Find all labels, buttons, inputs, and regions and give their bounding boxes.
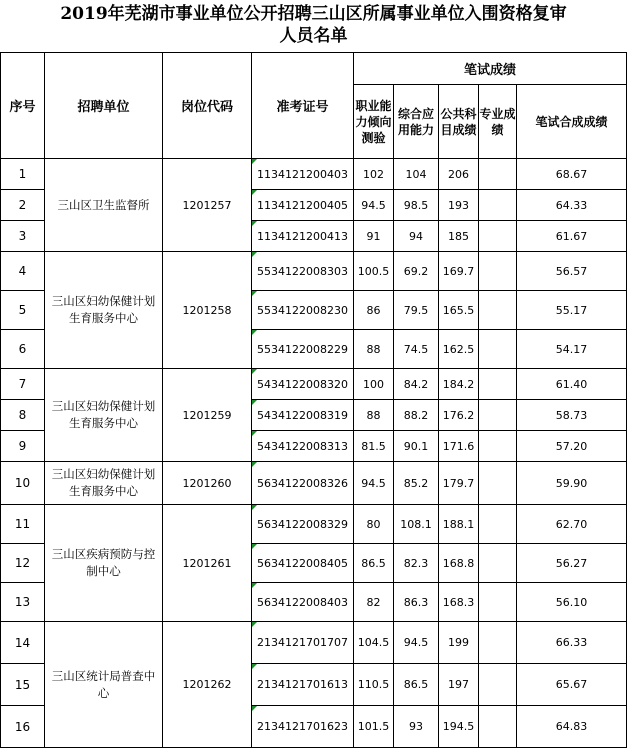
seq-cell: 12 [1,544,45,583]
exam-no-cell: 5634122008326 [252,462,354,505]
unit-cell: 三山区疾病预防与控制中心 [45,505,163,622]
unit-cell: 三山区卫生监督所 [45,159,163,252]
public-cell: 184.2 [439,369,479,400]
header-professional: 专业成绩 [479,85,517,159]
comprehensive-cell: 86.5 [394,664,439,706]
table-row [1,252,627,291]
aptitude-cell: 110.5 [354,664,394,706]
exam-no-cell: 1134121200403 [252,159,354,190]
unit-cell: 三山区妇幼保健计划生育服务中心 [45,369,163,462]
header-exam-no: 准考证号 [252,53,354,159]
seq-cell: 2 [1,190,45,221]
seq-cell: 16 [1,706,45,748]
professional-cell [479,544,517,583]
seq-cell: 11 [1,505,45,544]
seq-cell: 7 [1,369,45,400]
header-position-code: 岗位代码 [163,53,252,159]
position-code-cell: 1201261 [163,505,252,622]
professional-cell [479,706,517,748]
seq-cell: 5 [1,291,45,330]
professional-cell [479,664,517,706]
professional-cell [479,221,517,252]
comprehensive-cell: 84.2 [394,369,439,400]
public-cell: 193 [439,190,479,221]
total-cell: 62.70 [517,505,627,544]
results-table [0,52,627,748]
exam-no-cell: 5534122008303 [252,252,354,291]
exam-no-cell: 1134121200413 [252,221,354,252]
exam-no-cell: 5534122008229 [252,330,354,369]
table-row [1,462,627,505]
public-cell: 176.2 [439,400,479,431]
total-cell: 65.67 [517,664,627,706]
comprehensive-cell: 74.5 [394,330,439,369]
total-cell: 59.90 [517,462,627,505]
exam-no-cell: 2134121701623 [252,706,354,748]
comprehensive-cell: 104 [394,159,439,190]
unit-cell: 三山区妇幼保健计划生育服务中心 [45,462,163,505]
professional-cell [479,190,517,221]
table-row [1,159,627,190]
aptitude-cell: 94.5 [354,462,394,505]
position-code-cell: 1201262 [163,622,252,748]
comprehensive-cell: 79.5 [394,291,439,330]
exam-no-cell: 5434122008319 [252,400,354,431]
public-cell: 206 [439,159,479,190]
exam-no-cell: 5634122008403 [252,583,354,622]
table-row [1,622,627,664]
public-cell: 165.5 [439,291,479,330]
aptitude-cell: 81.5 [354,431,394,462]
comprehensive-cell: 98.5 [394,190,439,221]
professional-cell [479,431,517,462]
exam-no-cell: 5634122008405 [252,544,354,583]
exam-no-cell: 5434122008313 [252,431,354,462]
table-row [1,369,627,400]
total-cell: 64.33 [517,190,627,221]
header-public: 公共科目成绩 [439,85,479,159]
public-cell: 197 [439,664,479,706]
professional-cell [479,291,517,330]
public-cell: 179.7 [439,462,479,505]
unit-cell: 三山区妇幼保健计划生育服务中心 [45,252,163,369]
aptitude-cell: 82 [354,583,394,622]
seq-cell: 6 [1,330,45,369]
table-row [1,505,627,544]
seq-cell: 15 [1,664,45,706]
total-cell: 61.67 [517,221,627,252]
seq-cell: 3 [1,221,45,252]
public-cell: 162.5 [439,330,479,369]
seq-cell: 14 [1,622,45,664]
professional-cell [479,583,517,622]
comprehensive-cell: 88.2 [394,400,439,431]
title-line-2: 人员名单 [279,26,348,46]
comprehensive-cell: 90.1 [394,431,439,462]
total-cell: 56.10 [517,583,627,622]
header-unit: 招聘单位 [45,53,163,159]
aptitude-cell: 102 [354,159,394,190]
page-title [0,0,627,52]
seq-cell: 4 [1,252,45,291]
header-written: 笔试成绩 [354,53,627,85]
total-cell: 54.17 [517,330,627,369]
professional-cell [479,400,517,431]
unit-cell: 三山区统计局普查中心 [45,622,163,748]
table-body [1,159,627,748]
exam-no-cell: 5434122008320 [252,369,354,400]
seq-cell: 1 [1,159,45,190]
public-cell: 188.1 [439,505,479,544]
public-cell: 194.5 [439,706,479,748]
total-cell: 64.83 [517,706,627,748]
seq-cell: 10 [1,462,45,505]
exam-no-cell: 2134121701613 [252,664,354,706]
seq-cell: 8 [1,400,45,431]
aptitude-cell: 104.5 [354,622,394,664]
exam-no-cell: 5534122008230 [252,291,354,330]
comprehensive-cell: 94 [394,221,439,252]
aptitude-cell: 88 [354,330,394,369]
total-cell: 58.73 [517,400,627,431]
aptitude-cell: 86.5 [354,544,394,583]
public-cell: 171.6 [439,431,479,462]
position-code-cell: 1201257 [163,159,252,252]
total-cell: 56.27 [517,544,627,583]
header-aptitude: 职业能力倾向测验 [354,85,394,159]
professional-cell [479,252,517,291]
aptitude-cell: 94.5 [354,190,394,221]
header-seq: 序号 [1,53,45,159]
header-total: 笔试合成成绩 [517,85,627,159]
exam-no-cell: 2134121701707 [252,622,354,664]
seq-cell: 13 [1,583,45,622]
header-comprehensive: 综合应用能力 [394,85,439,159]
public-cell: 185 [439,221,479,252]
professional-cell [479,369,517,400]
aptitude-cell: 80 [354,505,394,544]
aptitude-cell: 100 [354,369,394,400]
aptitude-cell: 88 [354,400,394,431]
public-cell: 168.3 [439,583,479,622]
position-code-cell: 1201259 [163,369,252,462]
comprehensive-cell: 108.1 [394,505,439,544]
comprehensive-cell: 82.3 [394,544,439,583]
professional-cell [479,462,517,505]
total-cell: 55.17 [517,291,627,330]
exam-no-cell: 1134121200405 [252,190,354,221]
comprehensive-cell: 85.2 [394,462,439,505]
aptitude-cell: 91 [354,221,394,252]
professional-cell [479,330,517,369]
title-line-1: 2019年芜湖市事业单位公开招聘三山区所属事业单位入围资格复审 [60,4,567,24]
total-cell: 68.67 [517,159,627,190]
total-cell: 66.33 [517,622,627,664]
position-code-cell: 1201260 [163,462,252,505]
aptitude-cell: 101.5 [354,706,394,748]
comprehensive-cell: 69.2 [394,252,439,291]
total-cell: 57.20 [517,431,627,462]
professional-cell [479,159,517,190]
comprehensive-cell: 93 [394,706,439,748]
aptitude-cell: 86 [354,291,394,330]
total-cell: 61.40 [517,369,627,400]
comprehensive-cell: 86.3 [394,583,439,622]
professional-cell [479,622,517,664]
comprehensive-cell: 94.5 [394,622,439,664]
seq-cell: 9 [1,431,45,462]
public-cell: 169.7 [439,252,479,291]
public-cell: 199 [439,622,479,664]
total-cell: 56.57 [517,252,627,291]
public-cell: 168.8 [439,544,479,583]
position-code-cell: 1201258 [163,252,252,369]
professional-cell [479,505,517,544]
aptitude-cell: 100.5 [354,252,394,291]
exam-no-cell: 5634122008329 [252,505,354,544]
